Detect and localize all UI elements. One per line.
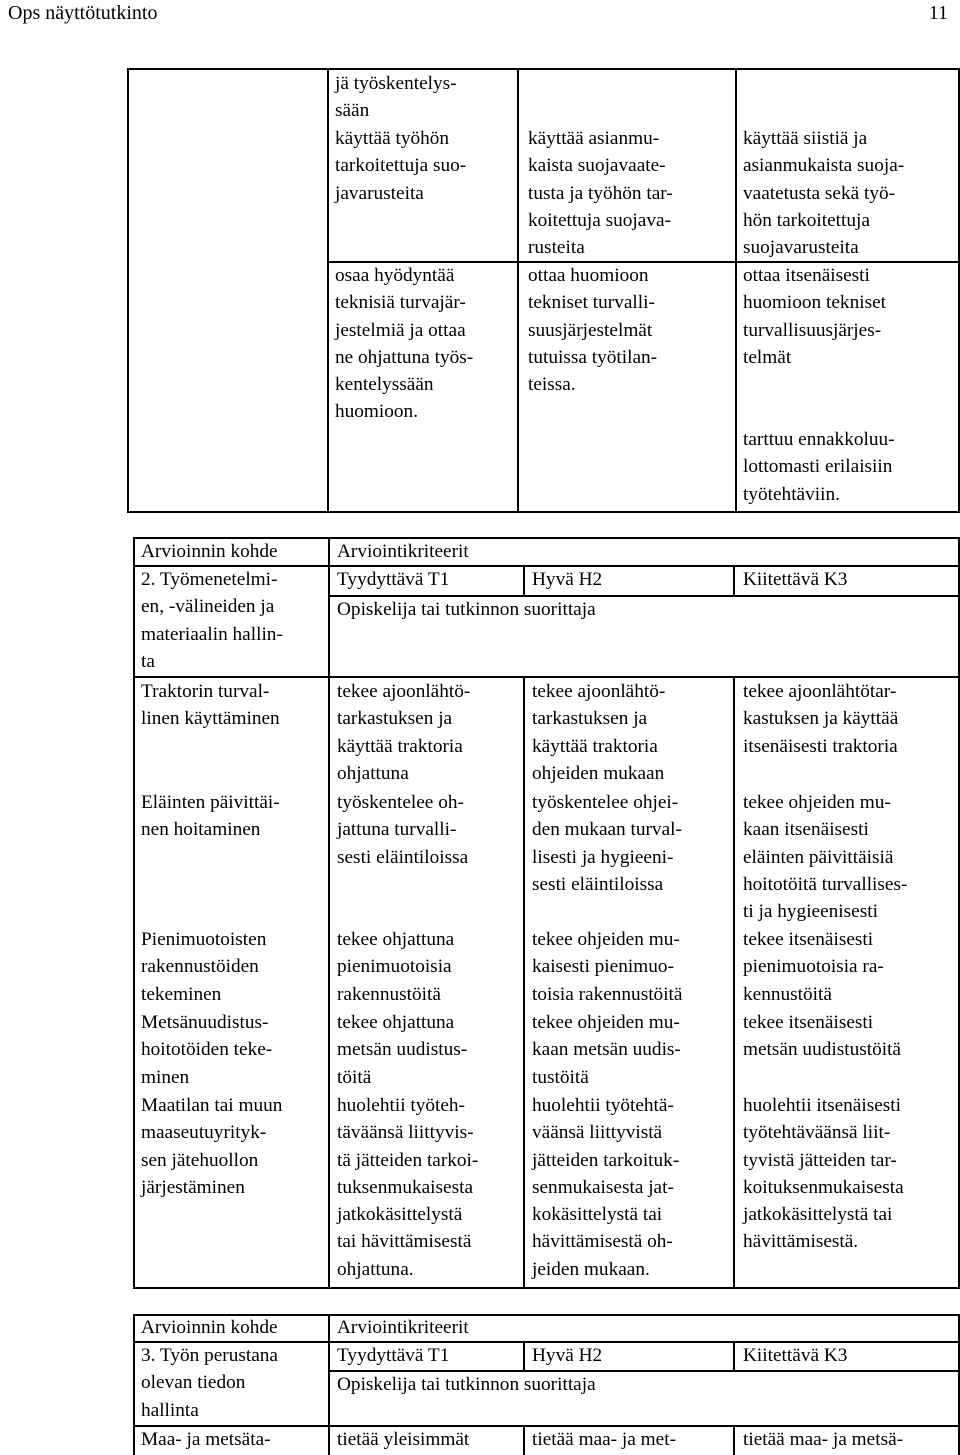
text-line: jattuna turvalli- — [337, 819, 457, 841]
top-col3-cell-b — [528, 262, 657, 398]
text-line: kaan itsenäisesti — [743, 819, 869, 841]
section2-grade-t1: Tyydyttävä T1 — [337, 569, 450, 590]
text-line: tyvistä jätteiden tar- — [743, 1149, 897, 1171]
text-line: eläinten päivittäisiä — [743, 846, 894, 868]
top-col3-cell-a — [528, 125, 673, 261]
top-col4-cell-b — [743, 262, 886, 371]
section2-row4-h2 — [532, 1009, 681, 1091]
text-line: tekeminen — [141, 983, 222, 1005]
text-line: itsenäisesti traktoria — [743, 735, 898, 757]
running-header-title: Ops näyttötutkinto — [8, 2, 158, 24]
section2-row4-t1 — [337, 1009, 467, 1091]
section3-row1-k3: tietää maa- ja metsä- — [743, 1429, 904, 1450]
section2-row3-k3 — [743, 926, 884, 1008]
text-line: täväänsä liittyvis- — [337, 1122, 474, 1144]
text-line: minen — [141, 1066, 190, 1088]
text-line: huomioon tekniset — [743, 292, 886, 314]
text-line: materiaalin hallin- — [141, 623, 283, 645]
text-line: hoitotöiden teke- — [141, 1039, 273, 1061]
text-line: ohjeiden mukaan — [532, 762, 665, 784]
section2-row1-target — [141, 678, 280, 733]
text-line: jeiden mukaan. — [532, 1258, 650, 1280]
section2-row3-t1 — [337, 926, 454, 1008]
text-line: 2. Työmenetelmi- — [141, 569, 278, 590]
text-line: kastuksen ja käyttää — [743, 708, 899, 730]
text-line: hävittämisestä. — [743, 1231, 859, 1253]
text-line: työtehtäväänsä liit- — [743, 1122, 891, 1144]
text-line: den mukaan turval- — [532, 819, 682, 841]
top-col2-cell-a — [335, 70, 457, 125]
text-line: senmukaisesta jat- — [532, 1176, 674, 1198]
text-line: sesti eläintiloissa — [337, 846, 469, 868]
text-line: rakennustöiden — [141, 956, 259, 978]
text-line: kentelyssään — [335, 374, 434, 396]
top-col4-cell-c — [743, 426, 895, 508]
text-line: käyttää siistiä ja — [743, 128, 868, 149]
text-line: jatkokäsittelystä — [337, 1204, 463, 1226]
section2-row4-target — [141, 1009, 272, 1091]
section2-grade-h2: Hyvä H2 — [532, 569, 603, 590]
text-line: lisesti ja hygieeni- — [532, 846, 674, 868]
page-number: 11 — [928, 2, 948, 24]
text-line: työskentelee ohjei- — [532, 792, 679, 813]
text-line: sen jätehuollon — [141, 1149, 259, 1171]
text-line: tä jätteiden tarkoi- — [337, 1149, 479, 1171]
section2-row1-k3 — [743, 678, 898, 760]
text-line: toisia rakennustöitä — [532, 983, 683, 1005]
text-line: tekee itsenäisesti — [743, 929, 874, 950]
section3-header-target: Arvioinnin kohde — [141, 1317, 278, 1338]
text-line: hallinta — [141, 1399, 199, 1421]
section2-target-title — [141, 566, 283, 675]
text-line: tutuissa työtilan- — [528, 346, 658, 368]
text-line: tustöitä — [532, 1066, 589, 1088]
section2-grade-k3: Kiitettävä K3 — [743, 569, 848, 590]
text-line: jä työskentelys- — [335, 73, 457, 94]
section3-row1-target: Maa- ja metsäta- — [141, 1429, 271, 1450]
text-line: jätteiden tarkoituk- — [532, 1149, 680, 1171]
text-line: metsän uudistustöitä — [743, 1039, 901, 1061]
text-line: tekee ohjattuna — [337, 1012, 455, 1033]
text-line: vaatetusta sekä työ- — [743, 182, 896, 204]
section2-row2-t1 — [337, 789, 468, 871]
section2-row2-h2 — [532, 789, 682, 898]
text-line: maaseutuyrityk- — [141, 1122, 267, 1144]
text-line: töitä — [337, 1066, 372, 1088]
text-line: en, -välineiden ja — [141, 596, 275, 618]
text-line: javarusteita — [335, 182, 424, 204]
text-line: kaan metsän uudis- — [532, 1039, 681, 1061]
section2-row1-h2 — [532, 678, 665, 787]
section3-grade-k3: Kiitettävä K3 — [743, 1345, 848, 1366]
text-line: kaisesti pienimuo- — [532, 956, 674, 978]
text-line: huolehtii itsenäisesti — [743, 1095, 901, 1116]
text-line: tusta ja työhön tar- — [528, 182, 673, 204]
text-line: ohjattuna — [337, 762, 409, 784]
text-line: sesti eläintiloissa — [532, 873, 664, 895]
text-line: sään — [335, 100, 370, 122]
text-line: koitettuja suojava- — [528, 209, 671, 231]
section2-header-criteria: Arviointikriteerit — [337, 541, 469, 562]
text-line: tekee ajoonlähtö- — [532, 681, 666, 702]
text-line: tai hävittämisestä — [337, 1231, 472, 1253]
text-line: Maatilan tai muun — [141, 1095, 283, 1116]
text-line: tekniset turvalli- — [528, 292, 655, 314]
text-line: käyttää asianmu- — [528, 128, 660, 149]
section2-row2-target — [141, 789, 280, 844]
text-line: suojavarusteita — [743, 237, 859, 259]
text-line: lottomasti erilaisiin — [743, 456, 893, 478]
text-line: koituksenmukaisesta — [743, 1176, 904, 1198]
section2-row5-t1 — [337, 1092, 478, 1283]
text-line: teissa. — [528, 374, 576, 396]
text-line: järjestäminen — [141, 1176, 245, 1198]
text-line: tekee ohjeiden mu- — [743, 792, 891, 813]
text-line: pienimuotoisia ra- — [743, 956, 884, 978]
text-line: huolehtii työteh- — [337, 1095, 465, 1116]
text-line: ohjattuna. — [337, 1258, 414, 1280]
text-line: Traktorin turval- — [141, 681, 270, 702]
section3-row1-t1: tietää yleisimmät — [337, 1429, 470, 1450]
text-line: tarkastuksen ja — [532, 708, 648, 730]
text-line: olevan tiedon — [141, 1372, 246, 1394]
text-line: huomioon. — [335, 401, 419, 423]
section2-row5-target — [141, 1092, 282, 1201]
text-line: hoitotöitä turvallises- — [743, 873, 908, 895]
text-line: ottaa huomioon — [528, 265, 649, 286]
section3-row1-h2: tietää maa- ja met- — [532, 1429, 676, 1450]
text-line: telmät — [743, 346, 792, 368]
text-line: kaista suojavaate- — [528, 155, 666, 177]
section2-row3-h2 — [532, 926, 682, 1008]
text-line: rakennustöitä — [337, 983, 441, 1005]
text-line: tarkoitettuja suo- — [335, 155, 467, 177]
text-line: Eläinten päivittäi- — [141, 792, 280, 813]
text-line: nen hoitaminen — [141, 819, 261, 841]
section2-row1-t1 — [337, 678, 470, 787]
section3-target-title — [141, 1342, 278, 1424]
text-line: tekee ohjeiden mu- — [532, 929, 680, 950]
text-line: työskentelee oh- — [337, 792, 464, 813]
text-line: tekee itsenäisesti — [743, 1012, 874, 1033]
text-line: pienimuotoisia — [337, 956, 452, 978]
text-line: ne ohjattuna työs- — [335, 346, 474, 368]
text-line: turvallisuusjärjes- — [743, 319, 882, 341]
section2-row2-k3 — [743, 789, 907, 925]
text-line: rusteita — [528, 237, 585, 259]
text-line: väänsä liittyvistä — [532, 1122, 663, 1144]
section2-row3-target — [141, 926, 266, 1008]
text-line: tarkastuksen ja — [337, 708, 453, 730]
text-line: teknisiä turvajär- — [335, 292, 466, 314]
text-line: ta — [141, 650, 155, 672]
text-line: kokäsittelystä tai — [532, 1204, 663, 1226]
text-line: kennustöitä — [743, 983, 832, 1005]
section3-header-criteria: Arviointikriteerit — [337, 1317, 469, 1338]
section2-row4-k3 — [743, 1009, 901, 1064]
text-line: käyttää traktoria — [337, 735, 463, 757]
text-line: asianmukaista suoja- — [743, 155, 905, 177]
text-line: ti ja hygieenisesti — [743, 901, 878, 923]
text-line: linen käyttäminen — [141, 708, 280, 730]
text-line: tekee ohjattuna — [337, 929, 455, 950]
text-line: huolehtii työtehtä- — [532, 1095, 674, 1116]
top-col2-cell-c — [335, 262, 473, 426]
text-line: osaa hyödyntää — [335, 265, 455, 286]
section2-row5-k3 — [743, 1092, 904, 1256]
text-line: suusjärjestelmät — [528, 319, 653, 341]
top-col4-cell-a — [743, 125, 904, 261]
section3-subject: Opiskelija tai tutkinnon suorittaja — [337, 1374, 596, 1395]
section3-grade-h2: Hyvä H2 — [532, 1345, 603, 1366]
section3-grade-t1: Tyydyttävä T1 — [337, 1345, 450, 1366]
section2-subject: Opiskelija tai tutkinnon suorittaja — [337, 599, 596, 620]
text-line: hävittämisestä oh- — [532, 1231, 673, 1253]
text-line: ottaa itsenäisesti — [743, 265, 870, 286]
text-line: jatkokäsittelystä tai — [743, 1204, 893, 1226]
top-col2-cell-b — [335, 125, 466, 207]
text-line: työtehtäviin. — [743, 483, 840, 505]
text-line: käyttää työhön — [335, 128, 450, 149]
text-line: tuksenmukaisesta — [337, 1176, 474, 1198]
section2-header-target: Arvioinnin kohde — [141, 541, 278, 562]
section2-row5-h2 — [532, 1092, 679, 1283]
text-line: käyttää traktoria — [532, 735, 658, 757]
text-line: tarttuu ennakkoluu- — [743, 429, 895, 450]
text-line: hön tarkoitettuja — [743, 209, 870, 231]
text-line: tekee ohjeiden mu- — [532, 1012, 680, 1033]
text-line: 3. Työn perustana — [141, 1345, 278, 1366]
text-line: jestelmiä ja ottaa — [335, 319, 466, 341]
text-line: Pienimuotoisten — [141, 929, 267, 950]
text-line: Metsänuudistus- — [141, 1012, 269, 1033]
text-line: tekee ajoonlähtö- — [337, 681, 471, 702]
text-line: metsän uudistus- — [337, 1039, 468, 1061]
text-line: tekee ajoonlähtötar- — [743, 681, 897, 702]
